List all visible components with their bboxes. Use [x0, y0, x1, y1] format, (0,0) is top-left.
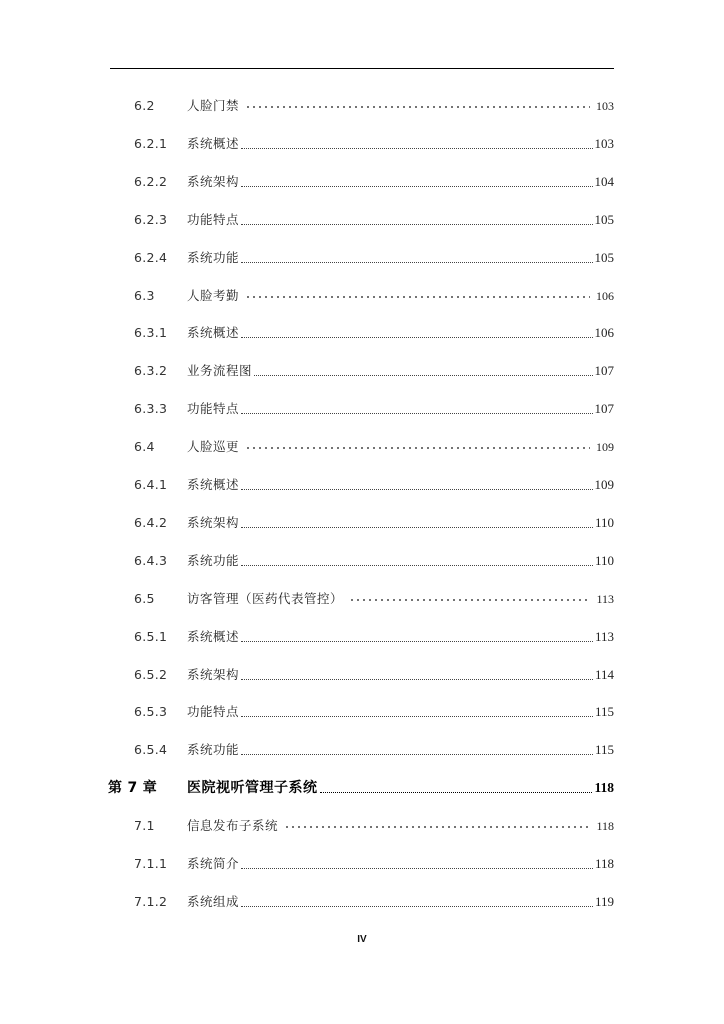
toc-entry[interactable] [0, 551, 724, 571]
toc-entry-title: 系统简介 [187, 856, 240, 871]
toc-entry-number: 6.5.2 [134, 667, 168, 682]
toc-entry[interactable] [0, 589, 724, 609]
dot-leader [241, 523, 593, 528]
toc-entry[interactable] [0, 778, 724, 798]
dot-leader [241, 409, 592, 414]
toc-entry-number: 6.2.4 [134, 250, 168, 265]
toc-entry-number: 6.4.1 [134, 477, 168, 492]
toc-entry-title: 人脸考勤 [187, 288, 240, 303]
toc-entry[interactable] [0, 892, 724, 912]
toc-entry-title: 业务流程图 [187, 363, 253, 378]
dot-leader [241, 561, 593, 566]
toc-entry-page: 109 [594, 477, 614, 492]
toc-entry-number: 6.4.3 [134, 553, 168, 568]
toc-entry-number: 6.2 [134, 98, 155, 113]
toc-entry[interactable] [0, 172, 724, 192]
toc-entry-title: 人脸巡更 [187, 439, 240, 454]
toc-entry-title: 人脸门禁 [187, 98, 240, 113]
dot-leader [245, 294, 590, 300]
dot-leader [284, 824, 590, 830]
toc-entry-page: 118 [594, 780, 614, 795]
toc-entry-page: 106 [594, 325, 614, 340]
dot-leader [254, 371, 592, 376]
toc-entry-page: 110 [594, 515, 614, 530]
toc-entry-page: 103 [594, 136, 614, 151]
toc-entry[interactable] [0, 702, 724, 722]
toc-entry[interactable] [0, 627, 724, 647]
toc-entry-page: 114 [594, 667, 614, 682]
dot-leader [241, 750, 593, 755]
toc-entry-number: 6.5 [134, 591, 155, 606]
toc-entry[interactable] [0, 248, 724, 268]
toc-entry-number: 7.1.1 [134, 856, 168, 871]
toc-entry-page: 107 [594, 401, 614, 416]
toc-entry[interactable] [0, 134, 724, 154]
dot-leader [241, 902, 593, 907]
toc-entry-number: 6.5.3 [134, 704, 168, 719]
toc-entry-page: 103 [596, 99, 614, 113]
toc-entry-title: 功能特点 [187, 704, 240, 719]
toc-entry-page: 113 [596, 592, 614, 606]
dot-leader [241, 182, 592, 187]
toc-entry-number: 6.4 [134, 439, 155, 454]
toc-entry-number: 6.2.3 [134, 212, 168, 227]
toc-entry-number: 6.4.2 [134, 515, 168, 530]
toc-entry-title: 系统概述 [187, 325, 240, 340]
toc-entry-page: 110 [594, 553, 614, 568]
toc-entry-title: 系统组成 [187, 894, 240, 909]
toc-entry-page: 115 [594, 704, 614, 719]
toc-entry-number: 6.3.3 [134, 401, 168, 416]
toc-entry-title: 系统概述 [187, 136, 240, 151]
dot-leader [241, 864, 593, 869]
toc-entry-page: 109 [596, 440, 614, 454]
page-number-footer: IV [357, 934, 367, 945]
toc-entry[interactable] [0, 475, 724, 495]
toc-entry-title: 系统架构 [187, 174, 240, 189]
toc-entry-number: 第 7 章 [108, 780, 157, 796]
toc-entry-title: 功能特点 [187, 401, 240, 416]
toc-entry[interactable] [0, 513, 724, 533]
toc-entry-number: 6.5.1 [134, 629, 168, 644]
dot-leader [245, 445, 590, 451]
dot-leader [241, 258, 592, 263]
dot-leader [241, 712, 593, 717]
toc-entry-page: 118 [594, 856, 614, 871]
toc-entry-page: 115 [594, 742, 614, 757]
toc-entry[interactable] [0, 323, 724, 343]
dot-leader [320, 788, 593, 793]
toc-entry-title: 系统功能 [187, 742, 240, 757]
toc-entry-page: 104 [594, 174, 614, 189]
dot-leader [245, 104, 590, 110]
dot-leader [241, 220, 592, 225]
toc-entry[interactable] [0, 437, 724, 457]
toc-entry-title: 系统概述 [187, 629, 240, 644]
toc-entry-page: 105 [594, 212, 614, 227]
dot-leader [241, 675, 593, 680]
dot-leader [241, 333, 592, 338]
toc-entry-number: 6.3.1 [134, 325, 168, 340]
toc-entry-page: 113 [594, 629, 614, 644]
toc-entry-number: 7.1.2 [134, 894, 168, 909]
toc-entry-page: 119 [594, 894, 614, 909]
toc-entry-title: 系统概述 [187, 477, 240, 492]
toc-entry-number: 6.2.1 [134, 136, 168, 151]
toc-entry-page: 118 [596, 819, 614, 833]
toc-entry-page: 107 [594, 363, 614, 378]
toc-entry[interactable] [0, 740, 724, 760]
toc-entry-title: 系统架构 [187, 667, 240, 682]
toc-entry-number: 6.5.4 [134, 742, 168, 757]
toc-entry[interactable] [0, 816, 724, 836]
toc-entry-title: 信息发布子系统 [187, 818, 279, 833]
toc-entry-number: 6.3.2 [134, 363, 168, 378]
dot-leader [241, 485, 592, 490]
toc-entry-title: 系统架构 [187, 515, 240, 530]
toc-entry[interactable] [0, 210, 724, 230]
toc-entry-title: 功能特点 [187, 212, 240, 227]
toc-entry-number: 6.3 [134, 288, 155, 303]
toc-entry-number: 6.2.2 [134, 174, 168, 189]
toc-entry-title: 系统功能 [187, 553, 240, 568]
toc-entry-page: 105 [594, 250, 614, 265]
toc-entry-number: 7.1 [134, 818, 155, 833]
toc-entry[interactable] [0, 854, 724, 874]
toc-entry[interactable] [0, 96, 724, 116]
dot-leader [241, 637, 593, 642]
toc-entry-title: 医院视听管理子系统 [187, 780, 318, 796]
toc-entry-page: 106 [596, 289, 614, 303]
toc-entry[interactable] [0, 286, 724, 306]
dot-leader [349, 597, 590, 603]
toc-entry[interactable] [0, 399, 724, 419]
toc-entry[interactable] [0, 361, 724, 381]
dot-leader [241, 144, 592, 149]
toc-entry-title: 系统功能 [187, 250, 240, 265]
toc-entry[interactable] [0, 665, 724, 685]
toc-entry-title: 访客管理（医药代表管控） [187, 591, 344, 606]
